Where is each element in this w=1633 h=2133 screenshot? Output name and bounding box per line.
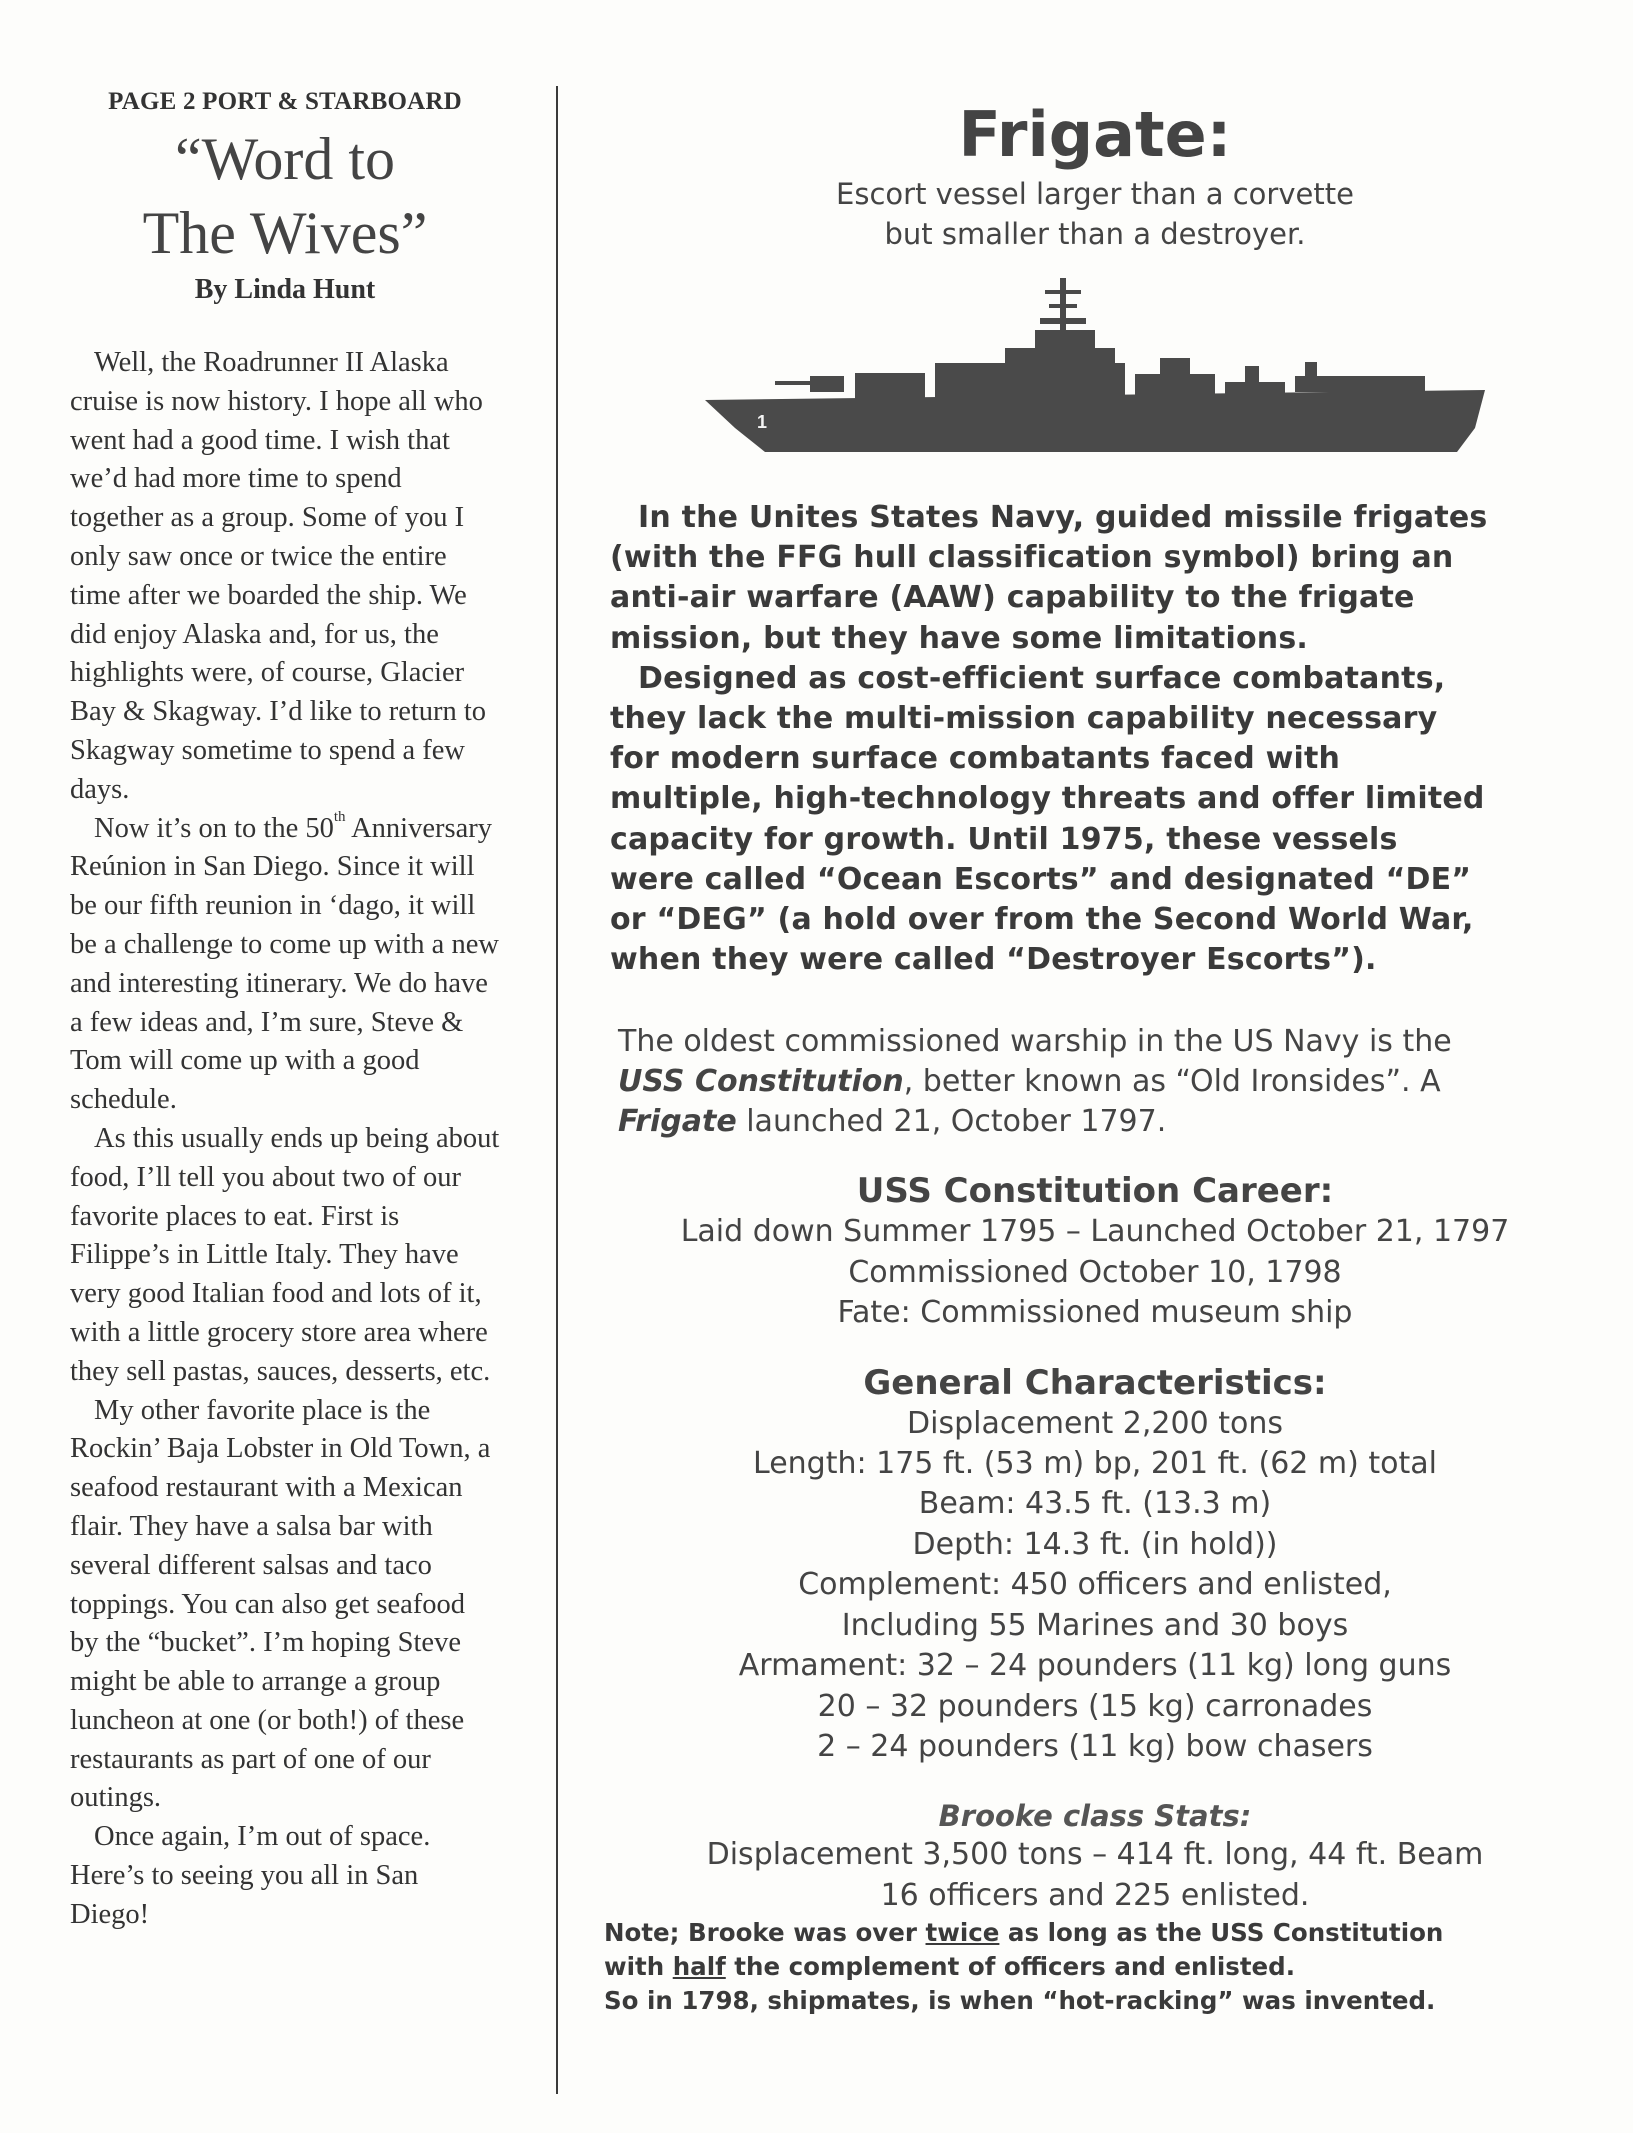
note-line-2 bbox=[604, 1950, 1590, 1984]
note-line-3: So in 1798, shipmates, is when “hot-racking” was invented. bbox=[604, 1986, 1436, 2016]
oldest-line-2 bbox=[618, 1062, 1590, 1102]
career-item: Laid down Summer 1795 – Launched October 21, 1797 bbox=[680, 1214, 1510, 1250]
right-column bbox=[600, 100, 1590, 2018]
frigate-definition bbox=[600, 174, 1590, 254]
career-list bbox=[600, 1212, 1590, 1333]
oldest-text: launched 21, October 1797. bbox=[736, 1104, 1167, 1140]
ffg-line: In the Unites States Navy, guided missile frigates bbox=[638, 500, 1488, 535]
career-item: Commissioned October 10, 1798 bbox=[848, 1254, 1342, 1290]
note-line-1 bbox=[604, 1916, 1590, 1950]
characteristic-item: 20 – 32 pounders (15 kg) carronades bbox=[817, 1688, 1373, 1724]
characteristic-item: Displacement 2,200 tons bbox=[907, 1405, 1283, 1441]
frigate-silhouette-icon bbox=[705, 278, 1485, 468]
note-text: with bbox=[604, 1952, 673, 1982]
characteristic-item: Armament: 32 – 24 pounders (11 kg) long guns bbox=[738, 1648, 1452, 1684]
note-text: the complement of officers and enlisted. bbox=[725, 1952, 1296, 1982]
ffg-line: they lack the multi-mission capability necessary bbox=[610, 701, 1438, 737]
brooke-item: 16 officers and 225 enlisted. bbox=[880, 1877, 1310, 1913]
paragraph-text: Now it’s on to the 50 bbox=[94, 812, 334, 844]
ffg-line: (with the FFG hull classification symbol) bring an bbox=[610, 540, 1454, 576]
ffg-paragraph-2 bbox=[610, 659, 1610, 981]
paragraph bbox=[70, 810, 500, 1120]
article-title-line-1: “Word to bbox=[174, 126, 396, 192]
general-heading: General Characteristics: bbox=[863, 1362, 1327, 1403]
frigate-title: Frigate: bbox=[958, 98, 1232, 171]
note-underline: twice bbox=[925, 1918, 1000, 1948]
paragraph: My other favorite place is the Rockin’ Baja Lobster in Old Town, a seafood restaurant with a Mexican flair. They have a salsa bar with several different salsas and taco toppings. You can also get seafood by the “bucket”. I’m hoping Steve might be able to arrange a group luncheon at one (or both!) of these restaurants as part of one of our outings. bbox=[70, 1394, 491, 1814]
byline: By Linda Hunt bbox=[194, 274, 376, 305]
brooke-heading: Brooke class Stats: bbox=[938, 1799, 1252, 1834]
ffg-paragraph-1 bbox=[610, 498, 1610, 659]
superscript: th bbox=[333, 808, 346, 825]
ship-illustration bbox=[600, 278, 1590, 468]
characteristic-item: Length: 175 ft. (53 m) bp, 201 ft. (62 m) total bbox=[753, 1446, 1437, 1482]
ffg-line: for modern surface combatants faced with bbox=[610, 741, 1341, 777]
oldest-text: , better known as “Old Ironsides”. A bbox=[903, 1064, 1441, 1100]
article-title bbox=[70, 122, 500, 270]
oldest-line-1: The oldest commissioned warship in the US Navy is the bbox=[618, 1024, 1452, 1060]
hull-number: 1 bbox=[757, 412, 768, 432]
note-text: Note; Brooke was over bbox=[604, 1918, 926, 1948]
ffg-line: multiple, high-technology threats and offer limited bbox=[610, 781, 1485, 817]
ffg-description bbox=[600, 498, 1610, 980]
ffg-line: Designed as cost-efficient surface combatants, bbox=[638, 660, 1446, 696]
ffg-line: were called “Ocean Escorts” and designated “DE” bbox=[610, 861, 1472, 897]
oldest-warship-text bbox=[600, 1022, 1590, 1142]
ffg-line: anti-air warfare (AAW) capability to the frigate bbox=[610, 580, 1415, 616]
note-text: as long as the USS Constitution bbox=[999, 1918, 1444, 1948]
definition-line: Escort vessel larger than a corvette bbox=[836, 177, 1354, 211]
ship-name: USS Constitution bbox=[618, 1064, 904, 1100]
characteristic-item: Including 55 Marines and 30 boys bbox=[841, 1607, 1349, 1643]
paragraph: Once again, I’m out of space. Here’s to seeing you all in San Diego! bbox=[70, 1821, 431, 1930]
note bbox=[600, 1916, 1590, 2018]
characteristic-item: Beam: 43.5 ft. (13.3 m) bbox=[918, 1486, 1272, 1522]
characteristics-list bbox=[600, 1404, 1590, 1768]
paragraph: As this usually ends up being about food, I’ll tell you about two of our favorite places to eat. First is Filippe’s in Little Italy. They have very good Italian food and lots of it, with a little grocery store area where they sell pastas, sauces, desserts, etc. bbox=[70, 1122, 500, 1387]
definition-line: but smaller than a destroyer. bbox=[884, 217, 1306, 251]
career-heading: USS Constitution Career: bbox=[856, 1171, 1334, 1212]
career-item: Fate: Commissioned museum ship bbox=[837, 1295, 1353, 1331]
characteristic-item: Depth: 14.3 ft. (in hold)) bbox=[912, 1526, 1278, 1562]
characteristic-item: 2 – 24 pounders (11 kg) bow chasers bbox=[817, 1728, 1373, 1764]
note-underline: half bbox=[672, 1952, 726, 1982]
paragraph-text: Anniversary Reúnion in San Diego. Since it will be our fifth reunion in ‘dago, it will be a challenge to come up with a new and interesting itinerary. We do have a few ideas and, I’m sure, Steve & Tom will come up with a good schedule. bbox=[70, 812, 499, 1116]
article-body bbox=[70, 344, 500, 1935]
brooke-list bbox=[600, 1835, 1590, 1916]
paragraph: Well, the Roadrunner II Alaska cruise is now history. I hope all who went had a good time. I wish that we’d had more time to spend together as a group. Some of you I only saw once or twice the entire time after we boarded the ship. We did enjoy Alaska and, for us, the highlights were, of course, Glacier Bay & Skagway. I’d like to return to Skagway sometime to spend a few days. bbox=[70, 347, 487, 805]
ffg-line: capacity for growth. Until 1975, these vessels bbox=[610, 821, 1398, 857]
ffg-line: mission, but they have some limitations. bbox=[610, 620, 1309, 656]
brooke-item: Displacement 3,500 tons – 414 ft. long, 44 ft. Beam bbox=[706, 1837, 1484, 1873]
ffg-line: when they were called “Destroyer Escorts”). bbox=[610, 942, 1377, 978]
ffg-line: or “DEG” (a hold over from the Second World War, bbox=[610, 902, 1474, 938]
column-divider bbox=[556, 86, 558, 2094]
left-column bbox=[70, 88, 500, 1935]
oldest-line-3 bbox=[618, 1102, 1590, 1142]
article-title-line-2: The Wives” bbox=[142, 200, 428, 266]
characteristic-item: Complement: 450 officers and enlisted, bbox=[798, 1567, 1392, 1603]
page-header: PAGE 2 PORT & STARBOARD bbox=[108, 88, 462, 115]
frigate-word: Frigate bbox=[618, 1104, 737, 1140]
